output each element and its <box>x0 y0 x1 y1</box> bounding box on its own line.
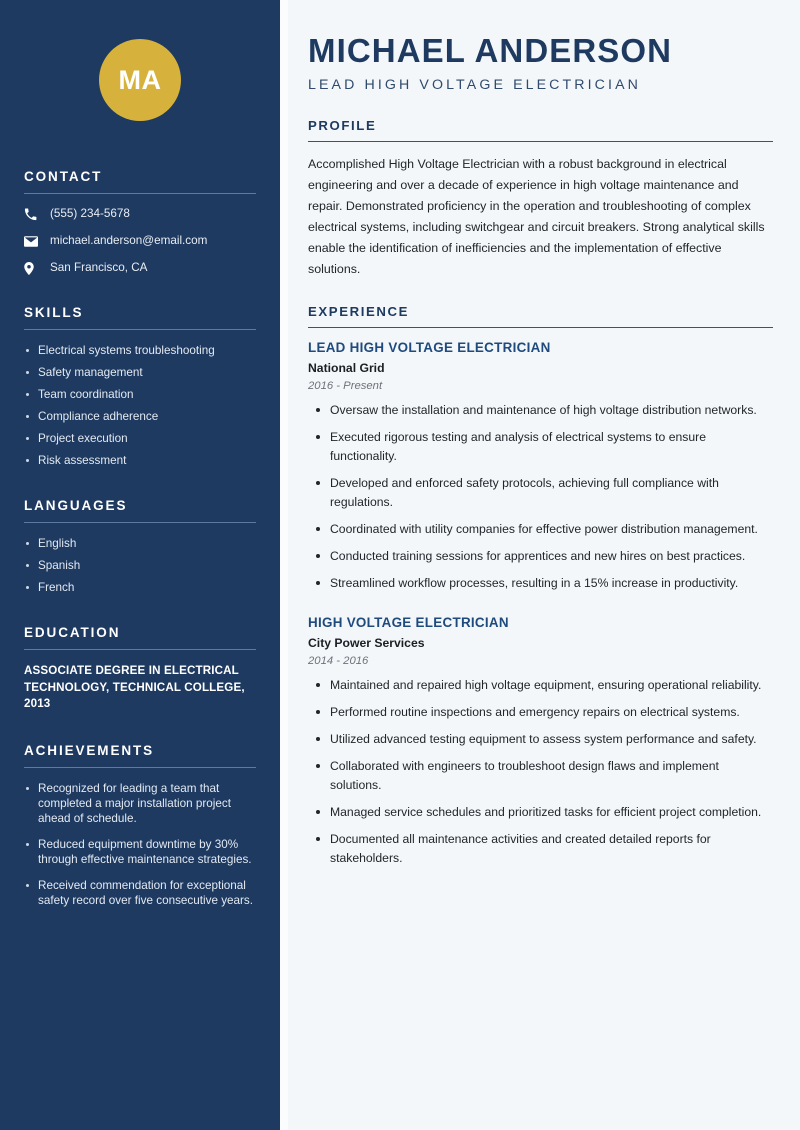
sidebar-section-education <box>24 625 256 713</box>
list-item: Utilized advanced testing equipment to assess system performance and safety. <box>308 730 773 749</box>
list-item: Project execution <box>24 431 256 446</box>
list-item: Oversaw the installation and maintenance of high voltage distribution networks. <box>308 401 773 420</box>
job-role-subtitle: LEAD HIGH VOLTAGE ELECTRICIAN <box>308 77 641 93</box>
section-experience <box>308 304 773 868</box>
list-item: Performed routine inspections and emergency repairs on electrical systems. <box>308 703 773 722</box>
list-item: Spanish <box>24 558 256 573</box>
list-item: Safety management <box>24 365 256 380</box>
job-bullet-list <box>308 676 773 868</box>
languages-heading: LANGUAGES <box>24 498 128 513</box>
list-item: Team coordination <box>24 387 256 402</box>
column-divider <box>280 0 288 1130</box>
avatar-wrapper <box>24 39 256 121</box>
phone-icon <box>24 207 41 221</box>
skills-divider <box>24 329 256 330</box>
profile-divider <box>308 141 773 142</box>
main-column <box>288 0 800 1130</box>
education-entry: ASSOCIATE DEGREE IN ELECTRICAL TECHNOLOGY, TECHNICAL COLLEGE, 2013 <box>24 664 245 710</box>
contact-row-email[interactable] <box>24 234 256 248</box>
list-item: Documented all maintenance activities and created detailed reports for stakeholders. <box>308 830 773 868</box>
education-heading: EDUCATION <box>24 625 121 640</box>
achievements-list <box>24 781 256 908</box>
job-title: LEAD HIGH VOLTAGE ELECTRICIAN <box>308 340 551 355</box>
list-item: Conducted training sessions for apprentices and new hires on best practices. <box>308 547 773 566</box>
contact-location-text: San Francisco, CA <box>50 261 148 274</box>
list-item: Collaborated with engineers to troubleshoot design flaws and implement solutions. <box>308 757 773 795</box>
skills-heading: SKILLS <box>24 305 84 320</box>
profile-heading: PROFILE <box>308 118 377 133</box>
list-item: Maintained and repaired high voltage equipment, ensuring operational reliability. <box>308 676 773 695</box>
list-item: Electrical systems troubleshooting <box>24 343 256 358</box>
list-item: Recognized for leading a team that completed a major installation project ahead of schedule. <box>24 781 256 826</box>
list-item: Developed and enforced safety protocols, achieving full compliance with regulations. <box>308 474 773 512</box>
list-item: Received commendation for exceptional safety record over five consecutive years. <box>24 878 256 908</box>
sidebar-section-achievements <box>24 743 256 908</box>
job-title: HIGH VOLTAGE ELECTRICIAN <box>308 615 509 630</box>
list-item: Reduced equipment downtime by 30% through effective maintenance strategies. <box>24 837 256 867</box>
languages-list <box>24 536 256 595</box>
page-title: MICHAEL ANDERSON <box>308 32 673 69</box>
contact-heading: CONTACT <box>24 169 103 184</box>
contact-row-phone[interactable] <box>24 207 256 221</box>
sidebar-section-skills <box>24 305 256 468</box>
list-item: Compliance adherence <box>24 409 256 424</box>
experience-entry <box>308 340 773 593</box>
experience-heading: EXPERIENCE <box>308 304 410 319</box>
experience-divider <box>308 327 773 328</box>
job-company: City Power Services <box>308 636 425 650</box>
list-item: Streamlined workflow processes, resulting in a 15% increase in productivity. <box>308 574 773 593</box>
skills-list <box>24 343 256 468</box>
achievements-heading: ACHIEVEMENTS <box>24 742 155 758</box>
section-profile <box>308 118 773 280</box>
envelope-icon <box>24 234 41 248</box>
contact-divider <box>24 193 256 194</box>
profile-text: Accomplished High Voltage Electrician with a robust background in electrical engineering and over a decade of experience in high voltage maintenance and repair. Demonstrated proficiency in the operation and troubleshooting of complex electrical systems, including switchgear and circuit breakers. Strong analytical skills enable the identification of inefficiencies and the implementation of effective solutions. <box>308 157 765 276</box>
contact-email-text: michael.anderson@email.com <box>50 234 208 247</box>
map-pin-icon <box>24 261 41 275</box>
job-dates: 2016 - Present <box>308 380 383 392</box>
list-item: Managed service schedules and prioritized tasks for efficient project completion. <box>308 803 773 822</box>
sidebar-section-languages <box>24 498 256 595</box>
list-item: French <box>24 580 256 595</box>
list-item: Risk assessment <box>24 453 256 468</box>
contact-row-location[interactable] <box>24 261 256 275</box>
avatar-initials: MA <box>118 64 162 95</box>
list-item: Executed rigorous testing and analysis of electrical systems to ensure functionality. <box>308 428 773 466</box>
experience-entry <box>308 615 773 868</box>
languages-divider <box>24 522 256 523</box>
job-bullet-list <box>308 401 773 593</box>
job-dates: 2014 - 2016 <box>308 655 369 667</box>
education-divider <box>24 649 256 650</box>
sidebar-section-contact <box>24 169 256 275</box>
list-item: Coordinated with utility companies for effective power distribution management. <box>308 520 773 539</box>
list-item: English <box>24 536 256 551</box>
sidebar <box>0 0 280 1130</box>
avatar <box>99 39 181 121</box>
achievements-divider <box>24 767 256 768</box>
contact-phone-text: (555) 234-5678 <box>50 207 130 220</box>
job-company: National Grid <box>308 361 385 375</box>
